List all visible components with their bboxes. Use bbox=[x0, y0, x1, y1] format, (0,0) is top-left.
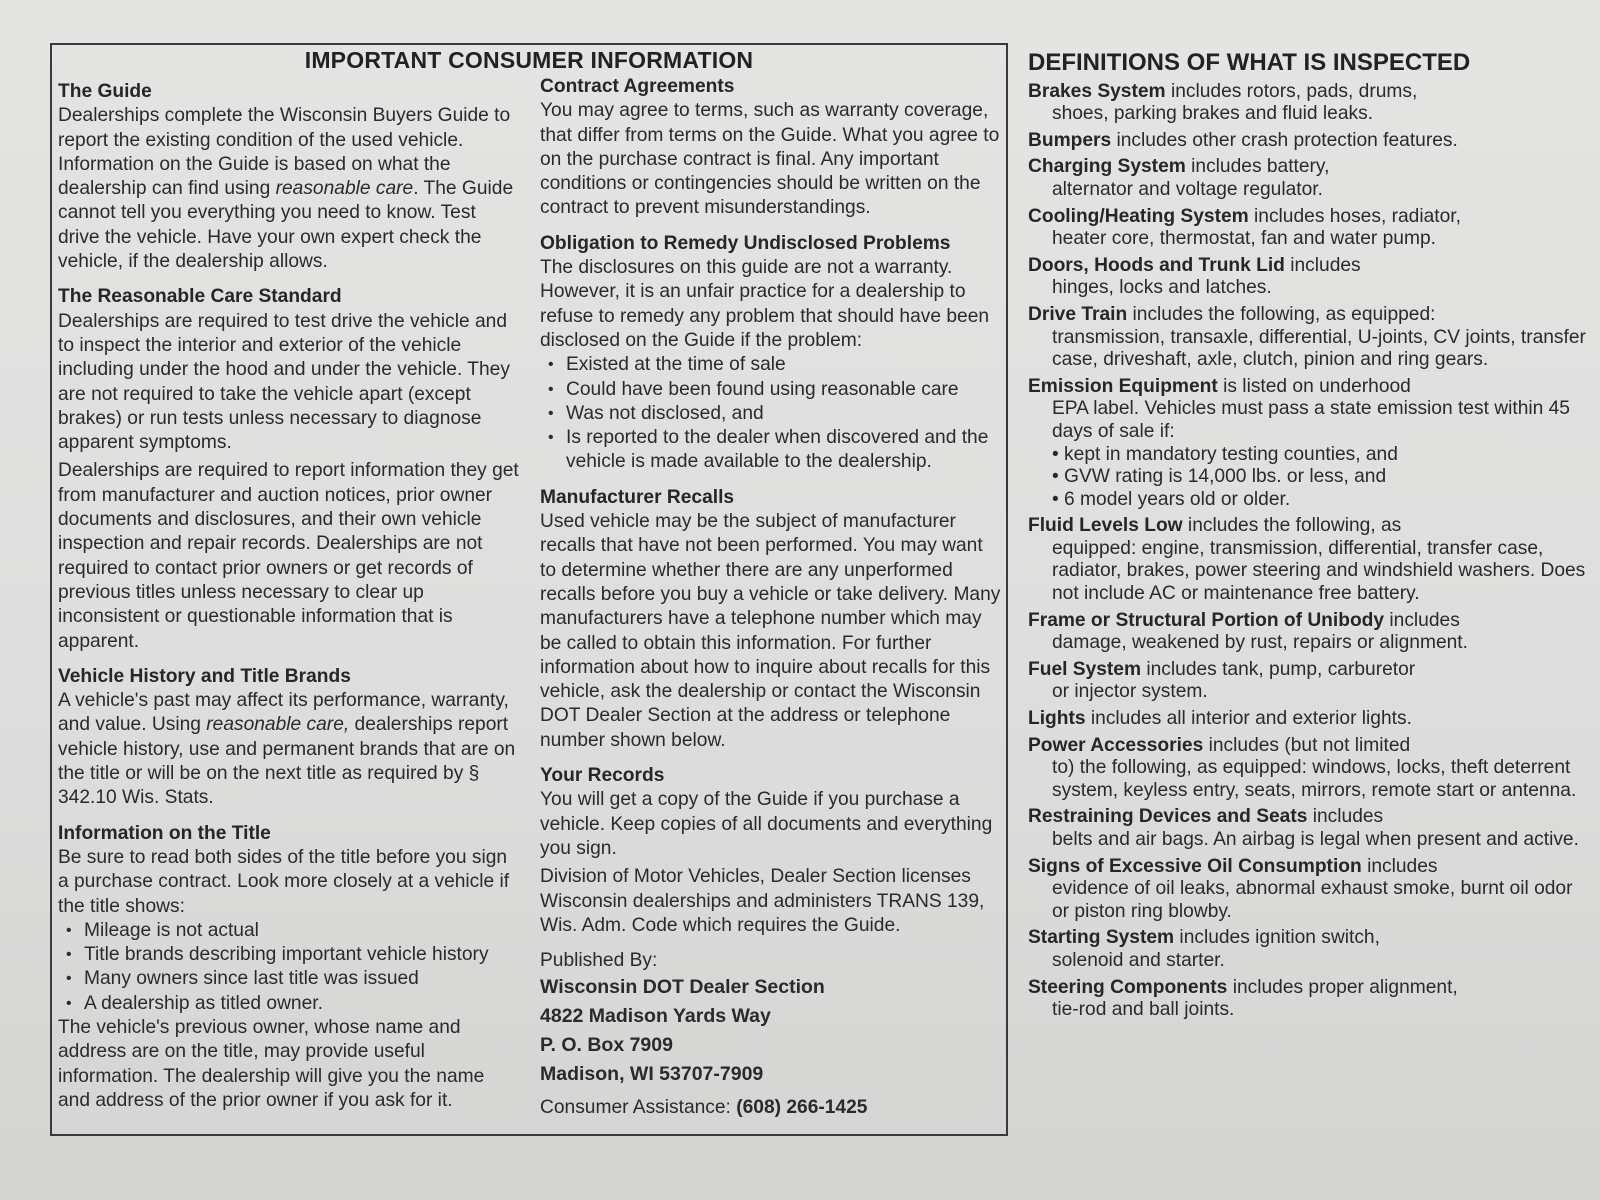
definition-term: Bumpers bbox=[1028, 129, 1112, 151]
definition-term: Lights bbox=[1028, 708, 1086, 730]
definition-continuation: EPA label. Vehicles must pass a state emission test within 45 days of sale if: bbox=[1052, 398, 1570, 442]
records-p1: You will get a copy of the Guide if you purchase a vehicle. Keep copies of all documents and everything you sign. bbox=[540, 789, 993, 859]
list-item: • Is reported to the dealer when discovered and the vehicle is made available to the dealership. bbox=[548, 426, 1002, 475]
definition-continuation: solenoid and starter. bbox=[1052, 949, 1225, 971]
publisher-line: Madison, WI 53707-7909 bbox=[540, 1063, 764, 1086]
definition-text: includes hoses, radiator, bbox=[1248, 205, 1461, 227]
definition-text: includes other crash protection features. bbox=[1111, 129, 1458, 151]
definition-item bbox=[1028, 130, 1588, 153]
section-reasonable-care bbox=[58, 285, 520, 653]
obligation-intro: The disclosures on this guide are not a warranty. However, it is an unfair practice for a dealership to refuse to remedy any problem that should have been disclosed on the Guide if the problem: bbox=[540, 257, 990, 351]
definition-bullet: • GVW rating is 14,000 lbs. or less, and bbox=[1052, 466, 1387, 488]
section-contract bbox=[540, 75, 1002, 221]
definition-term: Charging System bbox=[1028, 156, 1186, 178]
definition-item bbox=[1028, 927, 1588, 972]
title-info-intro: Be sure to read both sides of the title before you sign a purchase contract. Look more closely at a vehicle if the title shows: bbox=[58, 846, 510, 917]
assistance-phone: (608) 266-1425 bbox=[736, 1097, 868, 1119]
definition-item bbox=[1028, 376, 1588, 512]
definition-text: includes bbox=[1307, 806, 1384, 828]
definition-term: Cooling/Heating System bbox=[1028, 205, 1249, 227]
definition-text: is listed on underhood bbox=[1217, 375, 1411, 397]
definition-item bbox=[1028, 659, 1588, 704]
definition-term: Steering Components bbox=[1028, 976, 1228, 998]
list-item: • Was not disclosed, and bbox=[548, 402, 1002, 426]
definition-item bbox=[1028, 156, 1588, 201]
definition-text: includes bbox=[1384, 609, 1460, 631]
reasonable-care-p1: Dealerships are required to test drive the vehicle and to inspect the interior and exterior of the vehicle including under the hood and under the vehicle. They are not required to take the vehicle apart (except brakes) or run tests unless necessary to diagnose apparent symptoms. bbox=[58, 310, 510, 454]
definition-continuation: or injector system. bbox=[1052, 681, 1208, 703]
definition-term: Frame or Structural Portion of Unibody bbox=[1028, 609, 1385, 631]
list-item: • Many owners since last title was issued bbox=[66, 967, 520, 991]
definition-item bbox=[1028, 806, 1588, 851]
list-item: • Existed at the time of sale bbox=[548, 353, 1002, 377]
definition-item bbox=[1028, 515, 1588, 605]
definition-text: includes all interior and exterior lights. bbox=[1085, 708, 1412, 730]
heading-reasonable-care: The Reasonable Care Standard bbox=[58, 286, 342, 308]
section-the-guide bbox=[58, 80, 520, 274]
definition-text: includes battery, bbox=[1185, 156, 1330, 178]
definition-continuation: belts and air bags. An airbag is legal when present and active. bbox=[1052, 829, 1579, 850]
heading-vehicle-history: Vehicle History and Title Brands bbox=[58, 665, 351, 687]
title-info-outro: The vehicle's previous owner, whose name and address are on the title, may provide useful information. The dealership will give you the name and address of the prior owner if you ask for it. bbox=[58, 1016, 485, 1111]
list-item: • Title brands describing important vehicle history bbox=[66, 943, 520, 967]
consumer-info-box bbox=[50, 43, 1008, 1136]
heading-the-guide: The Guide bbox=[58, 81, 152, 102]
section-title-info bbox=[58, 822, 520, 1114]
definition-item bbox=[1028, 304, 1588, 372]
definition-term: Restraining Devices and Seats bbox=[1028, 806, 1308, 828]
definition-term: Starting System bbox=[1028, 927, 1175, 949]
section-records bbox=[540, 764, 1002, 938]
title-info-bullets bbox=[58, 919, 520, 1016]
definition-item bbox=[1028, 977, 1588, 1022]
section-recalls bbox=[540, 486, 1002, 753]
obligation-bullets bbox=[540, 353, 1002, 474]
definition-text: includes the following, as bbox=[1182, 515, 1402, 537]
publisher-line: 4822 Madison Yards Way bbox=[540, 1005, 771, 1028]
section-obligation bbox=[540, 232, 1002, 475]
publisher-line: Wisconsin DOT Dealer Section bbox=[540, 976, 825, 999]
definition-term: Fuel System bbox=[1028, 658, 1142, 680]
published-label: Published By: bbox=[540, 950, 658, 972]
list-item: • Mileage is not actual bbox=[66, 919, 520, 943]
definition-item bbox=[1028, 856, 1588, 924]
definition-term: Emission Equipment bbox=[1028, 375, 1218, 397]
definition-bullet: • 6 model years old or older. bbox=[1052, 488, 1291, 510]
definition-term: Brakes System bbox=[1028, 80, 1166, 102]
definition-continuation: tie-rod and ball joints. bbox=[1052, 999, 1235, 1021]
heading-obligation: Obligation to Remedy Undisclosed Problems bbox=[540, 232, 951, 254]
definition-continuation: shoes, parking brakes and fluid leaks. bbox=[1052, 103, 1374, 125]
definition-text: includes bbox=[1284, 254, 1361, 276]
left-column bbox=[58, 80, 520, 1124]
heading-title-info: Information on the Title bbox=[58, 822, 271, 844]
definition-continuation: to) the following, as equipped: windows, locks, theft deterrent system, keyless entry, seats, mirrors, remote start or antenna. bbox=[1052, 757, 1577, 801]
definition-continuation: equipped: engine, transmission, differential, transfer case, radiator, brakes, power steering and windshield washers. Does not include AC or maintenance free battery. bbox=[1052, 537, 1586, 605]
definition-item bbox=[1028, 255, 1588, 300]
definition-text: includes the following, as equipped: bbox=[1127, 303, 1436, 325]
definition-term: Drive Train bbox=[1028, 303, 1128, 325]
definition-text: includes proper alignment, bbox=[1227, 976, 1458, 998]
heading-contract: Contract Agreements bbox=[540, 76, 735, 97]
heading-records: Your Records bbox=[540, 765, 665, 787]
recalls-text: Used vehicle may be the subject of manufacturer recalls that have not been performed. You may want to determine whether there are any unperformed recalls before you buy a vehicle or take delivery. Many manufacturers have a telephone number which may be called to obtain this information. For further information about how to inquire about recalls for this vehicle, ask the dealership or contact the Wisconsin DOT Dealer Section at the address or telephone number shown below. bbox=[540, 511, 1001, 751]
definition-continuation: alternator and voltage regulator. bbox=[1052, 178, 1323, 200]
definitions-column bbox=[1028, 49, 1588, 1026]
heading-recalls: Manufacturer Recalls bbox=[540, 486, 735, 508]
section-vehicle-history bbox=[58, 665, 520, 811]
records-p2: Division of Motor Vehicles, Dealer Section licenses Wisconsin dealerships and administers TRANS 139, Wis. Adm. Code which requires the Guide. bbox=[540, 866, 985, 936]
list-item: • A dealership as titled owner. bbox=[66, 992, 520, 1016]
consumer-assistance: Consumer Assistance: (608) 266-1425 bbox=[540, 1097, 868, 1119]
definition-continuation: transmission, transaxle, differential, U-joints, CV joints, transfer case, driveshaft, axle, clutch, pinion and ring gears. bbox=[1052, 326, 1586, 371]
definitions-list bbox=[1028, 81, 1588, 1022]
definition-text: includes ignition switch, bbox=[1174, 927, 1380, 949]
definition-continuation: damage, weakened by rust, repairs or alignment. bbox=[1052, 632, 1468, 654]
list-item: • Could have been found using reasonable care bbox=[548, 378, 1002, 402]
definition-item bbox=[1028, 735, 1588, 803]
definition-continuation: evidence of oil leaks, abnormal exhaust smoke, burnt oil odor or piston ring blowby. bbox=[1052, 878, 1573, 922]
middle-column bbox=[540, 75, 1002, 1121]
definition-term: Signs of Excessive Oil Consumption bbox=[1028, 855, 1362, 877]
contract-text: You may agree to terms, such as warranty coverage, that differ from terms on the Guide. What you agree to on the purchase contract is final. Any important conditions or contingencies should be written on the contract to prevent misunderstandings. bbox=[540, 100, 1000, 219]
guide-text: Dealerships complete the Wisconsin Buyers Guide to report the existing condition of the used vehicle. Information on the Guide is based on what the dealership can find using reasonable care. The Guide cannot tell you everything you need to know. Test drive the vehicle. Have your own expert check the vehicle, if the dealership allows. bbox=[58, 105, 514, 273]
definition-term: Doors, Hoods and Trunk Lid bbox=[1028, 254, 1285, 276]
definition-item bbox=[1028, 81, 1588, 126]
definition-text: includes bbox=[1361, 855, 1438, 877]
definitions-title: DEFINITIONS OF WHAT IS INSPECTED bbox=[1028, 49, 1471, 76]
reasonable-care-p2: Dealerships are required to report information they get from manufacturer and auction notices, prior owner documents and disclosures, and their own vehicle inspection and repair records. Dealerships are not required to contact prior owners or get records of previous titles unless necessary to clear up inconsistent or questionable information that is apparent. bbox=[58, 460, 519, 652]
definition-continuation: hinges, locks and latches. bbox=[1052, 277, 1272, 299]
definition-continuation: heater core, thermostat, fan and water pump. bbox=[1052, 228, 1436, 250]
definition-item bbox=[1028, 610, 1588, 655]
definition-text: includes tank, pump, carburetor bbox=[1141, 658, 1416, 680]
definition-term: Fluid Levels Low bbox=[1028, 515, 1183, 537]
box-title: IMPORTANT CONSUMER INFORMATION bbox=[304, 47, 754, 73]
definition-text: includes rotors, pads, drums, bbox=[1165, 80, 1418, 102]
definition-term: Power Accessories bbox=[1028, 734, 1204, 756]
definition-text: includes (but not limited bbox=[1203, 734, 1411, 756]
vehicle-history-text: A vehicle's past may affect its performance, warranty, and value. Using reasonable care, dealerships report vehicle history, use and permanent brands that are on the title or will be on the next title as required by § 342.10 Wis. Stats. bbox=[58, 690, 516, 809]
published-by bbox=[540, 949, 1002, 1121]
publisher-line: P. O. Box 7909 bbox=[540, 1034, 673, 1057]
definition-item bbox=[1028, 206, 1588, 251]
definition-item bbox=[1028, 708, 1588, 731]
definition-bullet: • kept in mandatory testing counties, and bbox=[1052, 443, 1398, 465]
